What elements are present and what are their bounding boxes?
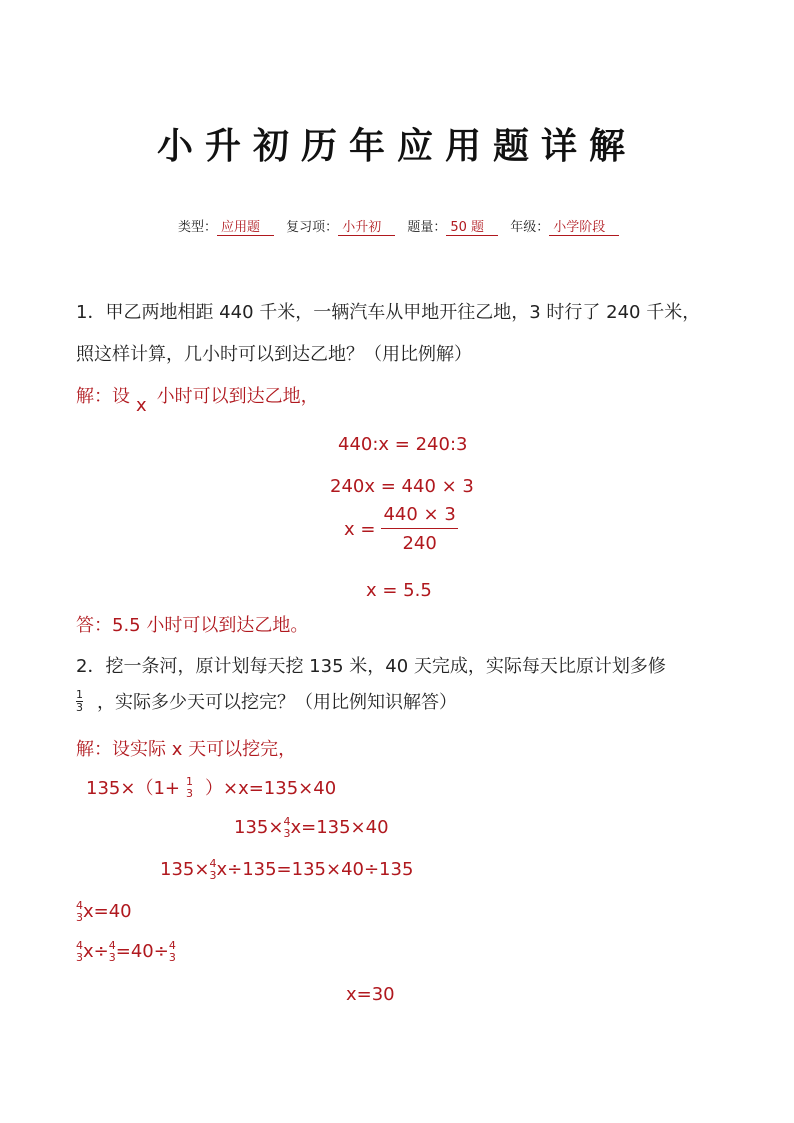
q2-eq2-a: 135× bbox=[234, 817, 284, 838]
q2-fraction-one-third bbox=[76, 689, 83, 713]
review-value: 小升初 bbox=[338, 220, 395, 236]
q2-eq5-fraction-1 bbox=[76, 940, 83, 963]
q2-eq2 bbox=[234, 816, 389, 839]
q2-eq4-num: 4 bbox=[76, 899, 83, 912]
q1-eq1: 440:x = 240:3 bbox=[338, 434, 468, 455]
q1-sol-prefix: 解：设 bbox=[76, 386, 130, 407]
q2-line1: 2．挖一条河，原计划每天挖 135 米，40 天完成，实际每天比原计划多修 bbox=[76, 656, 666, 677]
type-label: 类型： bbox=[178, 220, 218, 235]
q2-eq4-den: 3 bbox=[76, 911, 83, 924]
q2-eq4-fraction bbox=[76, 900, 83, 923]
q2-eq3 bbox=[160, 858, 413, 881]
q1-eq3 bbox=[344, 506, 458, 553]
count-value: 50 题 bbox=[446, 220, 498, 236]
page-title: 小升初历年应用题详解 bbox=[156, 126, 637, 167]
q2-eq2-num: 4 bbox=[283, 815, 291, 828]
q1-line1: 1．甲乙两地相距 440 千米，一辆汽车从甲地开往乙地，3 时行了 240 千米， bbox=[76, 302, 701, 323]
grade-value: 小学阶段 bbox=[549, 220, 619, 236]
q2-eq5-fraction-3 bbox=[169, 940, 176, 963]
q2-eq1 bbox=[86, 774, 336, 800]
q2-eq4-b: x=40 bbox=[83, 901, 132, 922]
q2-eq6: x=30 bbox=[346, 984, 395, 1005]
q2-frac-numerator: 1 bbox=[76, 688, 83, 701]
q2-eq1-fraction bbox=[186, 776, 193, 799]
q2-eq5-num2: 4 bbox=[108, 939, 116, 952]
q2-eq1-den: 3 bbox=[185, 786, 193, 800]
type-value: 应用题 bbox=[217, 220, 274, 236]
q2-eq5-a: x÷ bbox=[83, 941, 109, 962]
q2-eq5 bbox=[76, 940, 176, 963]
q1-answer: 答：5.5 小时可以到达乙地。 bbox=[76, 615, 309, 636]
q1-sol-var: x bbox=[136, 395, 147, 416]
q1-eq4: x = 5.5 bbox=[366, 580, 432, 601]
q2-eq3-b: x÷135=135×40÷135 bbox=[216, 859, 414, 880]
q2-eq5-den1: 3 bbox=[76, 951, 83, 964]
q2-eq3-a: 135× bbox=[160, 859, 210, 880]
q2-eq5-den3: 3 bbox=[168, 951, 176, 964]
review-label: 复习项： bbox=[286, 220, 339, 235]
q1-eq3-lhs: x = bbox=[344, 519, 376, 540]
count-label: 题量： bbox=[407, 220, 447, 235]
q2-eq3-num: 4 bbox=[209, 857, 217, 870]
q1-eq2: 240x = 440 × 3 bbox=[330, 476, 474, 497]
q2-line2 bbox=[76, 688, 457, 714]
q2-eq1-b: ）×x=135×40 bbox=[204, 778, 337, 799]
q2-eq2-b: x=135×40 bbox=[290, 817, 389, 838]
q2-eq1-a: 135×（1+ bbox=[86, 778, 180, 799]
q2-eq3-den: 3 bbox=[209, 869, 217, 882]
q2-solution-setup: 解：设实际 x 天可以挖完， bbox=[76, 739, 297, 760]
q2-eq5-den2: 3 bbox=[108, 951, 116, 964]
q2-eq4 bbox=[76, 900, 132, 923]
q2-eq1-num: 1 bbox=[185, 774, 193, 788]
q1-solution-setup bbox=[76, 382, 319, 416]
q1-eq3-denominator: 240 bbox=[402, 533, 437, 554]
q2-eq5-num3: 4 bbox=[168, 939, 176, 952]
q1-sol-suffix: 小时可以到达乙地， bbox=[156, 386, 319, 407]
q1-eq3-numerator: 440 × 3 bbox=[381, 506, 457, 529]
q2-eq2-den: 3 bbox=[283, 827, 291, 840]
q2-line2-text: ，实际多少天可以挖完？（用比例知识解答） bbox=[97, 692, 457, 713]
q2-eq5-b: =40÷ bbox=[115, 941, 169, 962]
q2-eq5-num1: 4 bbox=[76, 939, 83, 952]
grade-label: 年级： bbox=[510, 220, 550, 235]
q1-eq3-fraction bbox=[381, 506, 457, 553]
q2-eq5-fraction-2 bbox=[109, 940, 116, 963]
meta-row bbox=[178, 216, 627, 236]
q2-frac-denominator: 3 bbox=[76, 701, 83, 714]
q1-line2: 照这样计算，几小时可以到达乙地？（用比例解） bbox=[76, 344, 472, 365]
